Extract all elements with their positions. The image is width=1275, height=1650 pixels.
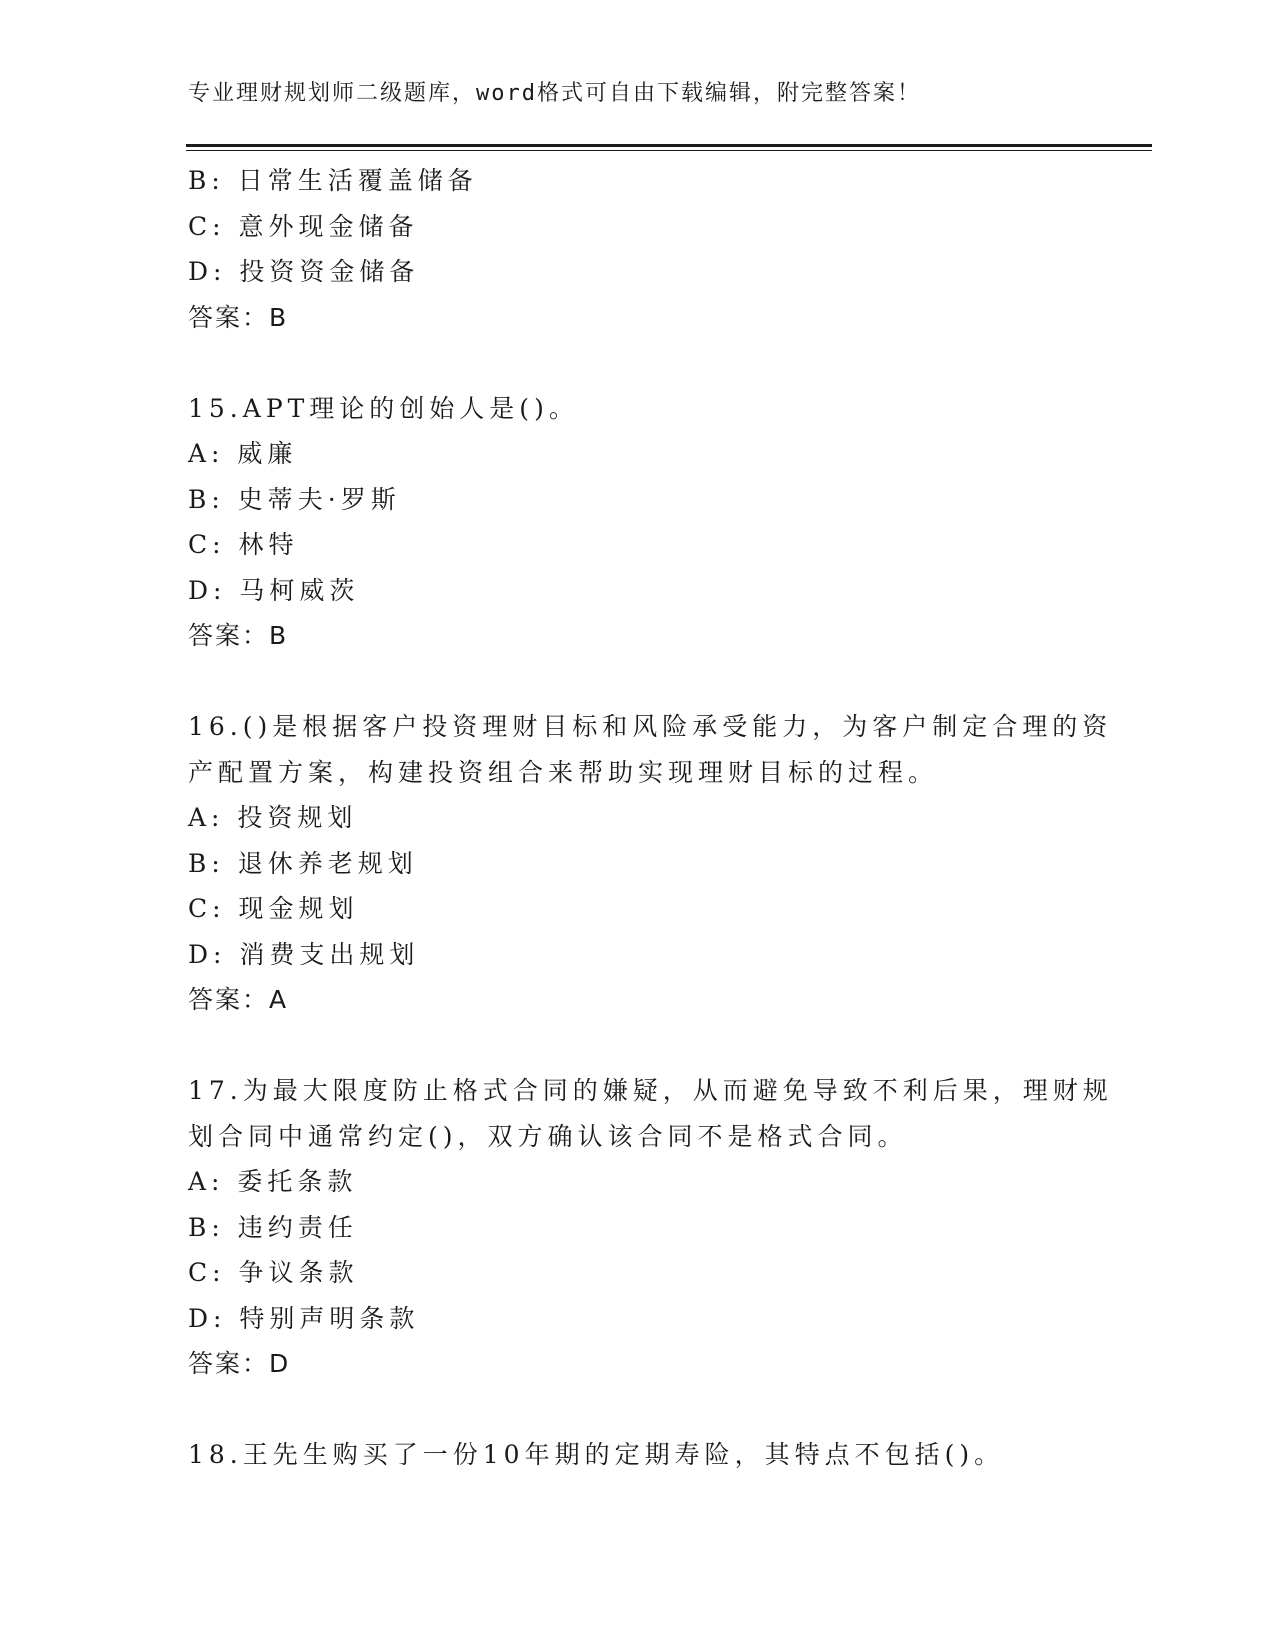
spacer xyxy=(188,659,1088,705)
spacer xyxy=(188,340,1088,386)
answer-line: 答案：B xyxy=(188,302,289,332)
option-d: D: 马柯威茨 xyxy=(188,575,360,605)
spacer xyxy=(188,1387,1088,1433)
question-stem-cont: 产配置方案，构建投资组合来帮助实现理财目标的过程。 xyxy=(188,757,939,787)
question-stem-cont: 划合同中通常约定()，双方确认该合同不是格式合同。 xyxy=(188,1121,908,1151)
question-stem: 15.APT理论的创始人是()。 xyxy=(188,393,579,423)
question-stem: 17.为最大限度防止格式合同的嫌疑，从而避免导致不利后果，理财规 xyxy=(188,1076,1113,1105)
option-c: C: 争议条款 xyxy=(188,1258,359,1287)
header-divider-thick xyxy=(186,144,1152,147)
option-d: D: 特别声明条款 xyxy=(188,1303,420,1333)
answer-line: 答案：B xyxy=(188,621,289,650)
page-header: 专业理财规划师二级题库，word格式可自由下载编辑，附完整答案！ xyxy=(188,81,921,106)
option-d: D: 投资资金储备 xyxy=(188,257,420,286)
question-stem: 16.()是根据客户投资理财目标和风险承受能力，为客户制定合理的资 xyxy=(188,712,1113,741)
header-divider-thin xyxy=(186,150,1152,151)
spacer xyxy=(188,1023,1088,1069)
option-b: B: 违约责任 xyxy=(188,1212,358,1242)
answer-line: 答案：A xyxy=(188,985,289,1014)
option-a: A: 委托条款 xyxy=(188,1167,358,1196)
question-15 xyxy=(188,386,1088,659)
option-a: A: 投资规划 xyxy=(188,803,358,832)
question-17 xyxy=(188,1068,1113,1387)
question-14-continued xyxy=(188,158,1088,340)
question-stem: 18.王先生购买了一份10年期的定期寿险，其特点不包括()。 xyxy=(188,1440,1005,1469)
option-c: C: 现金规划 xyxy=(188,894,359,923)
option-b: B: 史蒂夫·罗斯 xyxy=(188,484,401,514)
option-c: C: 意外现金储备 xyxy=(188,211,419,241)
question-18 xyxy=(188,1432,1088,1478)
question-content xyxy=(188,158,1113,1478)
option-b: B: 日常生活覆盖储备 xyxy=(188,166,478,195)
question-16 xyxy=(188,704,1113,1023)
option-a: A: 威廉 xyxy=(188,439,298,468)
option-b: B: 退休养老规划 xyxy=(188,848,418,878)
answer-line: 答案：D xyxy=(188,1349,291,1378)
option-c: C: 林特 xyxy=(188,530,299,559)
option-d: D: 消费支出规划 xyxy=(188,939,420,969)
